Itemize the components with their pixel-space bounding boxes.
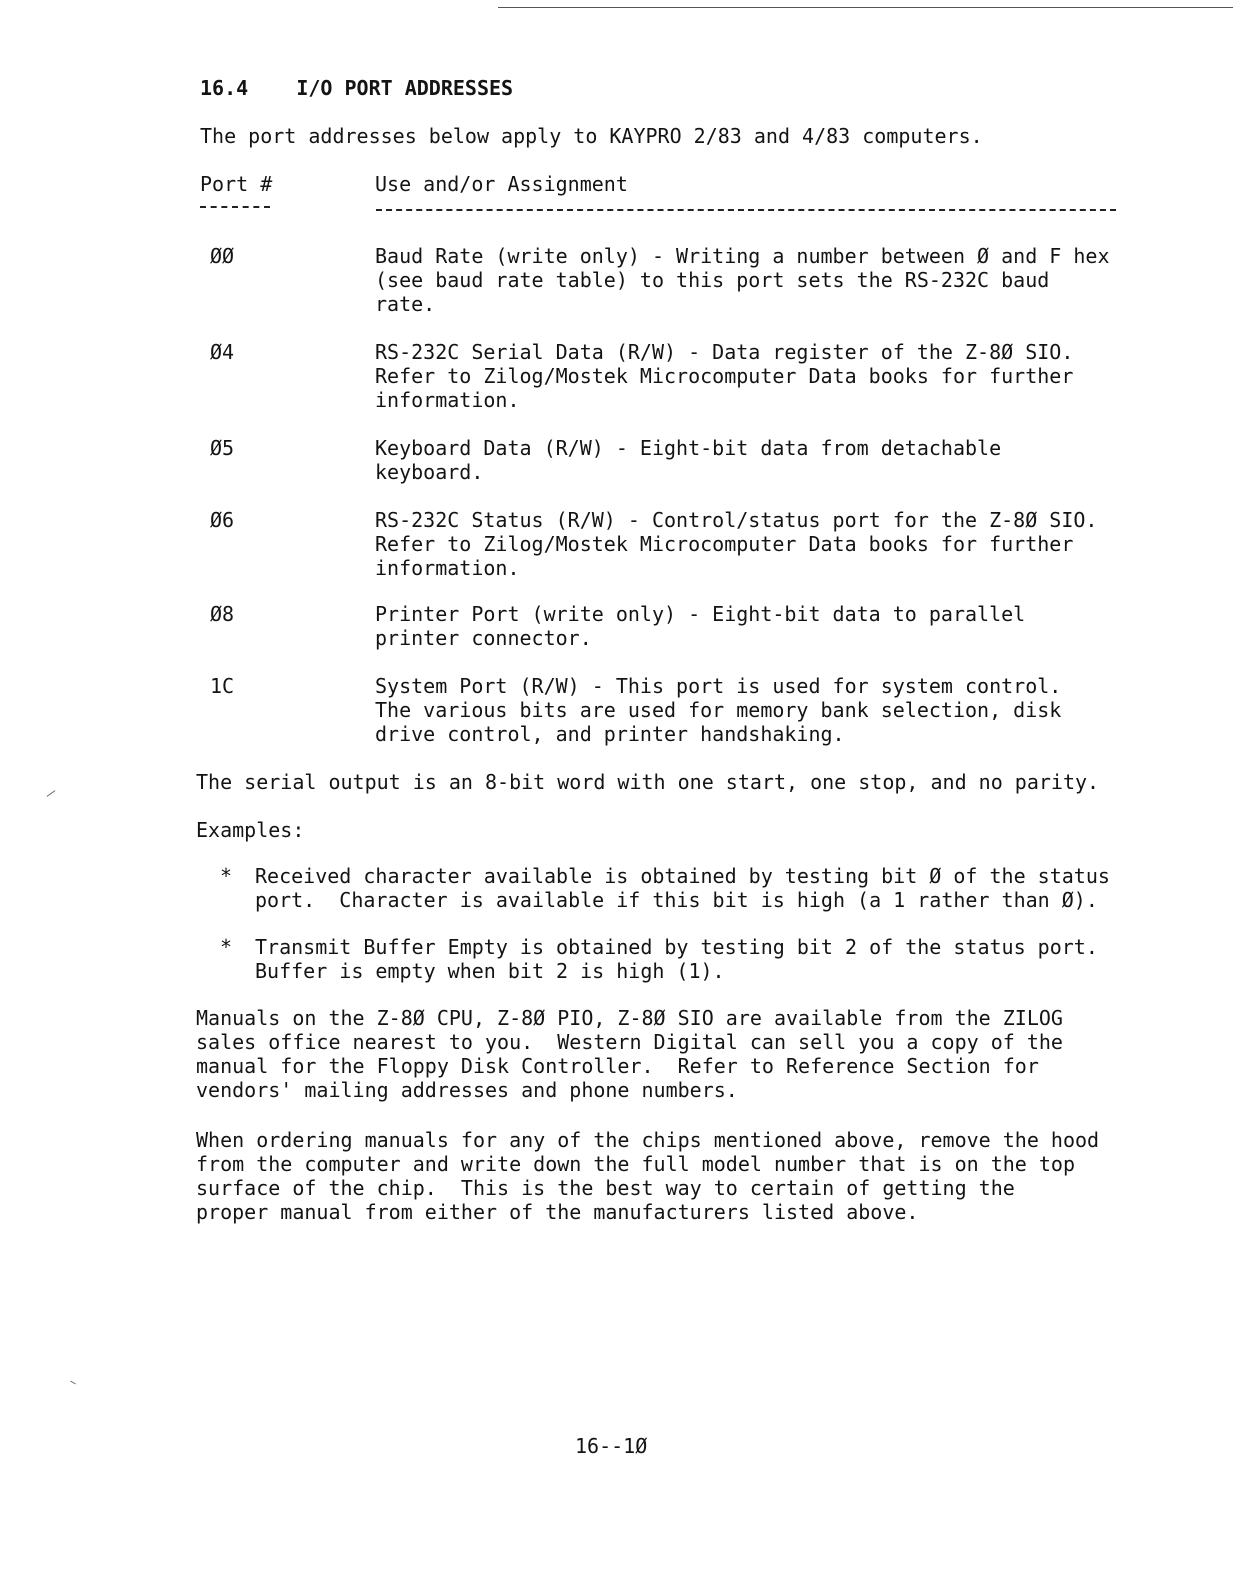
examples-label: Examples: [196,818,305,842]
port-number: 1C [210,674,235,698]
column-underline-port [200,206,270,208]
port-description: RS-232C Serial Data (R/W) - Data register of the Z-8Ø SIO. Refer to Zilog/Mostek Microcomputer Data books for further information. [375,340,1074,412]
port-number: Ø5 [210,436,235,460]
example-text: Transmit Buffer Empty is obtained by testing bit 2 of the status port. Buffer is empty when bit 2 is high (1). [255,935,1098,983]
port-number: Ø8 [210,602,235,626]
section-heading: 16.4 I/O PORT ADDRESSES [200,76,514,100]
bullet-marker: * [220,935,233,959]
port-description: Baud Rate (write only) - Writing a number between Ø and F hex (see baud rate table) to this port sets the RS-232C baud rate. [375,244,1110,316]
top-rule [498,7,1233,8]
port-description: Printer Port (write only) - Eight-bit data to parallel printer connector. [375,602,1026,650]
bullet-marker: * [220,864,233,888]
column-header-port: Port # [200,172,273,196]
scan-artifact-mark [47,790,56,797]
port-description: RS-232C Status (R/W) - Control/status port for the Z-8Ø SIO. Refer to Zilog/Mostek Microcomputer Data books for further information. [375,508,1098,580]
port-number: Ø6 [210,508,235,532]
intro-text: The port addresses below apply to KAYPRO 2/83 and 4/83 computers. [200,124,983,148]
ordering-paragraph: When ordering manuals for any of the chips mentioned above, remove the hood from the computer and write down the full model number that is on the top surface of the chip. This is the best way to certain of getting the proper manual from either of the manufacturers listed above. [196,1128,1100,1224]
scan-artifact-mark [70,1381,76,1385]
column-header-use: Use and/or Assignment [375,172,628,196]
page-number: 16--1Ø [575,1434,648,1458]
manuals-paragraph: Manuals on the Z-8Ø CPU, Z-8Ø PIO, Z-8Ø SIO are available from the ZILOG sales office nearest to you. Western Digital can sell you a copy of the manual for the Floppy Disk Controller. Refer to Reference Section for vendors' mailing addresses and phone numbers. [196,1006,1063,1102]
port-description: System Port (R/W) - This port is used for system control. The various bits are used for memory bank selection, disk drive control, and printer handshaking. [375,674,1062,746]
port-number: ØØ [210,244,235,268]
example-text: Received character available is obtained by testing bit Ø of the status port. Character is available if this bit is high (a 1 rather than Ø). [255,864,1110,912]
column-underline-use [376,209,1116,211]
port-description: Keyboard Data (R/W) - Eight-bit data from detachable keyboard. [375,436,1002,484]
port-number: Ø4 [210,340,235,364]
serial-note: The serial output is an 8-bit word with one start, one stop, and no parity. [196,770,1100,794]
